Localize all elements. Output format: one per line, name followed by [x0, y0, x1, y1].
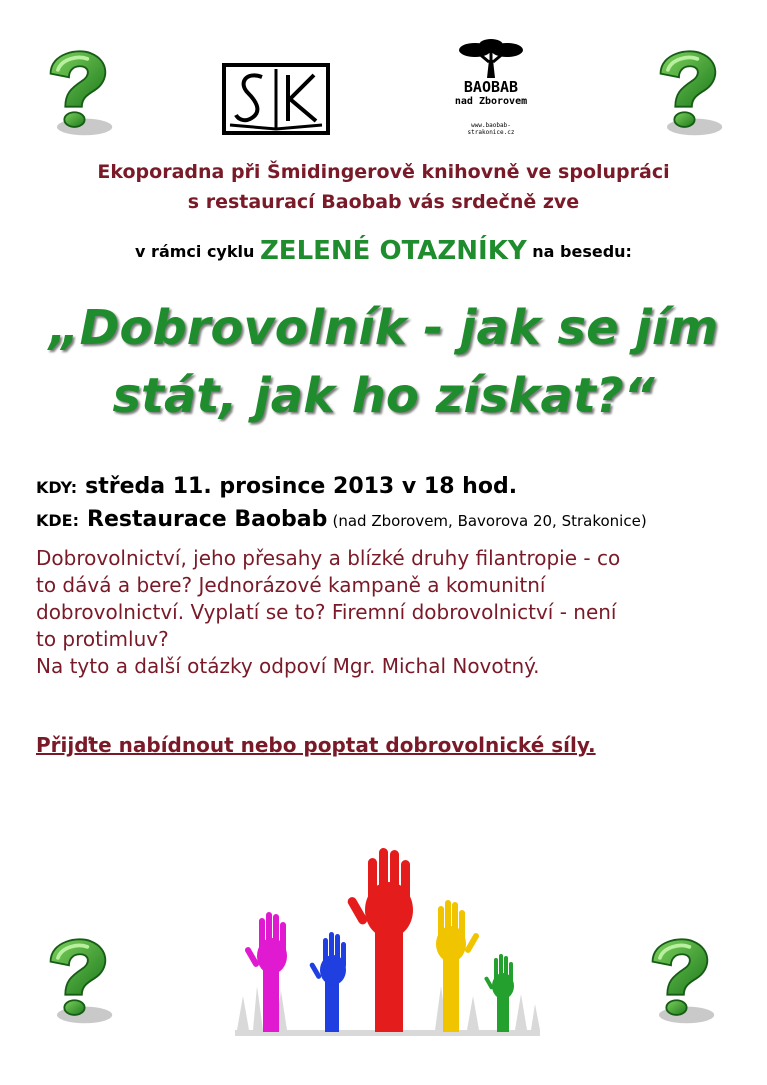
cycle-name: ZELENÉ OTAZNÍKY: [259, 236, 527, 266]
baobab-subtitle: nad Zborovem: [454, 96, 528, 107]
question-mark-icon: [644, 46, 736, 138]
intro-line: Ekoporadna při Šmidingerově knihovně ve spolupráci: [97, 161, 670, 183]
question-mark-icon: [34, 46, 126, 138]
cycle-prefix: v rámci cyklu: [135, 242, 255, 261]
description-line: to dává a bere? Jednorázové kampaně a komunitní: [36, 573, 546, 597]
call-to-action: Přijďte nabídnout nebo poptat dobrovolnické síly.: [36, 733, 596, 757]
cycle-line: [0, 236, 767, 266]
baobab-url: www.baobab-strakonice.cz: [467, 122, 515, 136]
headline: stát, jak ho získat?“: [112, 368, 655, 424]
baobab-title: BAOBAB: [463, 78, 519, 96]
description: [36, 545, 736, 680]
raised-hands-illustration: [235, 846, 540, 1036]
when-label: KDY:: [36, 478, 78, 497]
description-line: to protimluv?: [36, 627, 169, 651]
baobab-tree-icon: [451, 38, 531, 78]
description-line: dobrovolnictví. Vyplatí se to? Firemní dobrovolnictví - není: [36, 600, 617, 624]
description-line: Dobrovolnictví, jeho přesahy a blízké druhy filantropie - co: [36, 546, 621, 570]
where-note: (nad Zborovem, Bavorova 20, Strakonice): [332, 512, 647, 530]
description-line: Na tyto a další otázky odpoví Mgr. Michal Novotný.: [36, 654, 540, 678]
intro-line: s restaurací Baobab vás srdečně zve: [187, 191, 580, 213]
question-mark-icon: [34, 934, 126, 1026]
event-date-row: [36, 474, 517, 499]
where-value: Restaurace Baobab: [87, 507, 328, 532]
baobab-logo: [451, 38, 531, 136]
library-logo: [222, 63, 330, 135]
question-mark-icon: [636, 934, 728, 1026]
where-label: KDE:: [36, 511, 80, 530]
when-value: středa 11. prosince 2013 v 18 hod.: [85, 474, 518, 499]
headline: „Dobrovolník - jak se jím: [48, 300, 719, 356]
cycle-suffix: na besedu:: [532, 242, 632, 261]
event-place-row: [36, 507, 647, 532]
